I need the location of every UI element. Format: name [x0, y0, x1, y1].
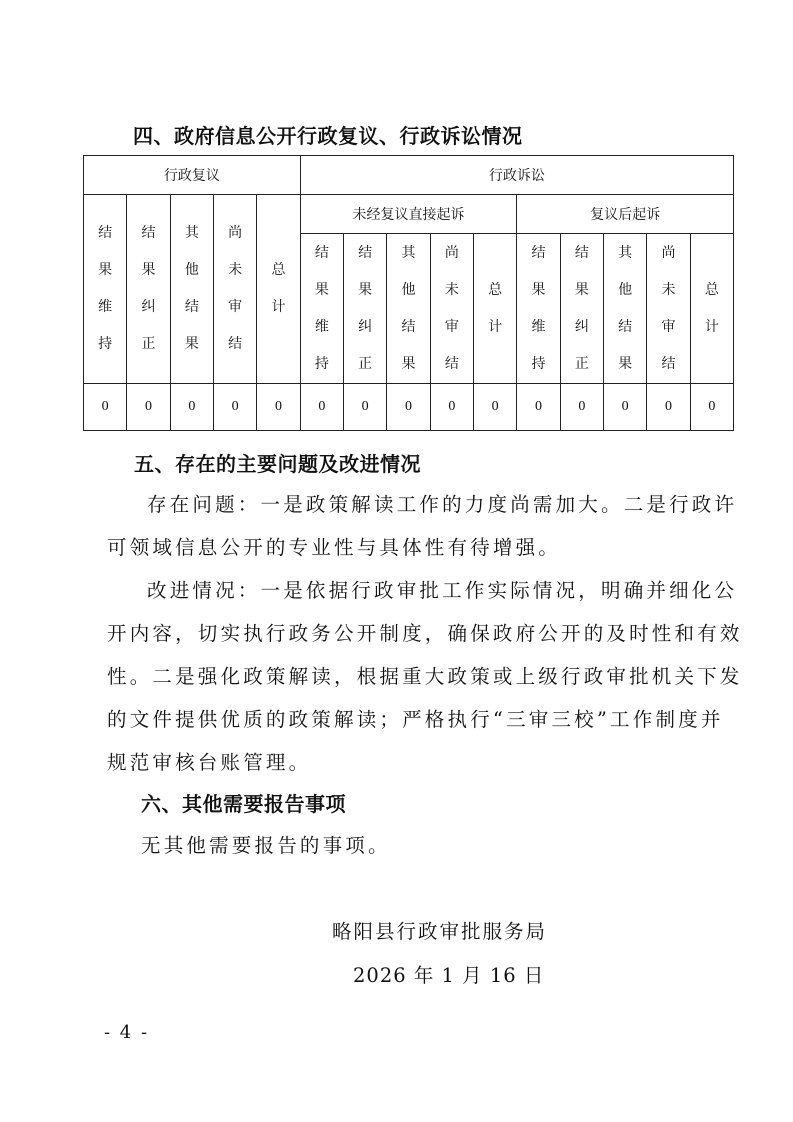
header-char: 果	[141, 262, 156, 278]
header-direct-suit: 未经复议直接起诉	[300, 195, 517, 234]
col-d-1	[344, 234, 387, 384]
header-char: 审	[228, 299, 243, 315]
header-char: 其	[618, 244, 633, 261]
col-a-0	[517, 234, 560, 384]
header-char: 维	[98, 299, 113, 315]
col-rc-1	[127, 195, 170, 384]
header-char: 果	[358, 281, 373, 298]
improvements-line-2: 开内容，切实执行政务公开制度，确保政府公开的及时性和有效	[107, 622, 743, 645]
header-char: 结	[401, 318, 416, 335]
header-char: 果	[314, 281, 329, 298]
col-a-2	[603, 234, 646, 384]
header-char: 计	[271, 299, 286, 315]
value-cell: 0	[213, 384, 256, 431]
value-cell: 0	[387, 384, 430, 431]
header-char: 结	[661, 355, 676, 372]
header-char: 未	[444, 281, 459, 298]
header-char: 果	[184, 336, 199, 352]
header-char: 持	[98, 336, 113, 352]
value-cell: 0	[127, 384, 170, 431]
header-char: 未	[228, 262, 243, 278]
header-char: 总	[704, 281, 719, 298]
header-char: 审	[661, 318, 676, 335]
header-char: 其	[401, 244, 416, 261]
litigation-table	[83, 155, 734, 431]
header-char: 其	[184, 225, 199, 241]
col-a-3	[647, 234, 690, 384]
problems-line-2: 可领域信息公开的专业性与具体性有待增强。	[107, 536, 562, 559]
header-char: 正	[358, 355, 373, 372]
value-cell: 0	[474, 384, 517, 431]
header-char: 结	[618, 318, 633, 335]
value-cell: 0	[430, 384, 473, 431]
page-number: - 4 -	[104, 1022, 150, 1043]
signature-date: 2026 年 1 月 16 日	[353, 964, 545, 987]
header-char: 总	[488, 281, 503, 298]
value-cell: 0	[84, 384, 127, 431]
value-cell: 0	[300, 384, 343, 431]
header-char: 他	[618, 281, 633, 298]
improvements-line-3: 性。二是强化政策解读，根据重大政策或上级行政审批机关下发	[107, 665, 743, 688]
header-char: 结	[574, 244, 589, 261]
header-char: 尚	[661, 244, 676, 261]
header-char: 审	[444, 318, 459, 335]
col-a-4	[690, 234, 733, 384]
header-char: 正	[574, 355, 589, 372]
header-char: 果	[531, 281, 546, 298]
header-char: 纠	[358, 318, 373, 335]
header-char: 结	[444, 355, 459, 372]
signature-org: 略阳县行政审批服务局	[332, 920, 548, 943]
header-char: 维	[531, 318, 546, 335]
header-char: 他	[184, 262, 199, 278]
value-cell: 0	[690, 384, 733, 431]
header-char: 结	[314, 244, 329, 261]
header-char: 果	[618, 355, 633, 372]
header-char: 尚	[228, 225, 243, 241]
col-rc-2	[170, 195, 213, 384]
header-char: 结	[531, 244, 546, 261]
value-cell: 0	[560, 384, 603, 431]
header-char: 果	[574, 281, 589, 298]
header-after-reconsideration: 复议后起诉	[517, 195, 734, 234]
col-d-3	[430, 234, 473, 384]
header-char: 维	[314, 318, 329, 335]
col-d-2	[387, 234, 430, 384]
header-char: 结	[358, 244, 373, 261]
header-char: 果	[98, 262, 113, 278]
col-d-4	[474, 234, 517, 384]
header-char: 未	[661, 281, 676, 298]
header-char: 计	[704, 318, 719, 335]
header-char: 尚	[444, 244, 459, 261]
section4-title: 四、政府信息公开行政复议、行政诉讼情况	[133, 124, 523, 148]
col-rc-4	[257, 195, 300, 384]
header-char: 结	[228, 336, 243, 352]
values-row	[84, 384, 734, 431]
section6-body: 无其他需要报告的事项。	[141, 834, 391, 857]
header-char: 结	[98, 225, 113, 241]
header-char: 结	[184, 299, 199, 315]
value-cell: 0	[344, 384, 387, 431]
section5-title: 五、存在的主要问题及改进情况	[134, 452, 421, 476]
value-cell: 0	[517, 384, 560, 431]
header-char: 计	[488, 318, 503, 335]
section6-title: 六、其他需要报告事项	[141, 792, 346, 816]
header-char: 纠	[141, 299, 156, 315]
header-char: 他	[401, 281, 416, 298]
header-reconsideration: 行政复议	[84, 156, 301, 195]
header-char: 纠	[574, 318, 589, 335]
header-char: 持	[531, 355, 546, 372]
col-rc-0	[84, 195, 127, 384]
improvements-line-1: 改进情况：一是依据行政审批工作实际情况，明确并细化公	[147, 579, 738, 602]
header-char: 正	[141, 336, 156, 352]
improvements-line-5: 规范审核台账管理。	[107, 751, 312, 774]
problems-line-1: 存在问题：一是政策解读工作的力度尚需加大。二是行政许	[147, 493, 738, 516]
col-rc-3	[213, 195, 256, 384]
value-cell: 0	[603, 384, 646, 431]
col-d-0	[300, 234, 343, 384]
value-cell: 0	[170, 384, 213, 431]
value-cell: 0	[647, 384, 690, 431]
value-cell: 0	[257, 384, 300, 431]
header-char: 结	[141, 225, 156, 241]
col-a-1	[560, 234, 603, 384]
header-char: 持	[314, 355, 329, 372]
header-litigation: 行政诉讼	[300, 156, 733, 195]
improvements-line-4: 的文件提供优质的政策解读；严格执行“三审三校”工作制度并	[107, 708, 724, 731]
header-char: 总	[271, 262, 286, 278]
header-char: 果	[401, 355, 416, 372]
